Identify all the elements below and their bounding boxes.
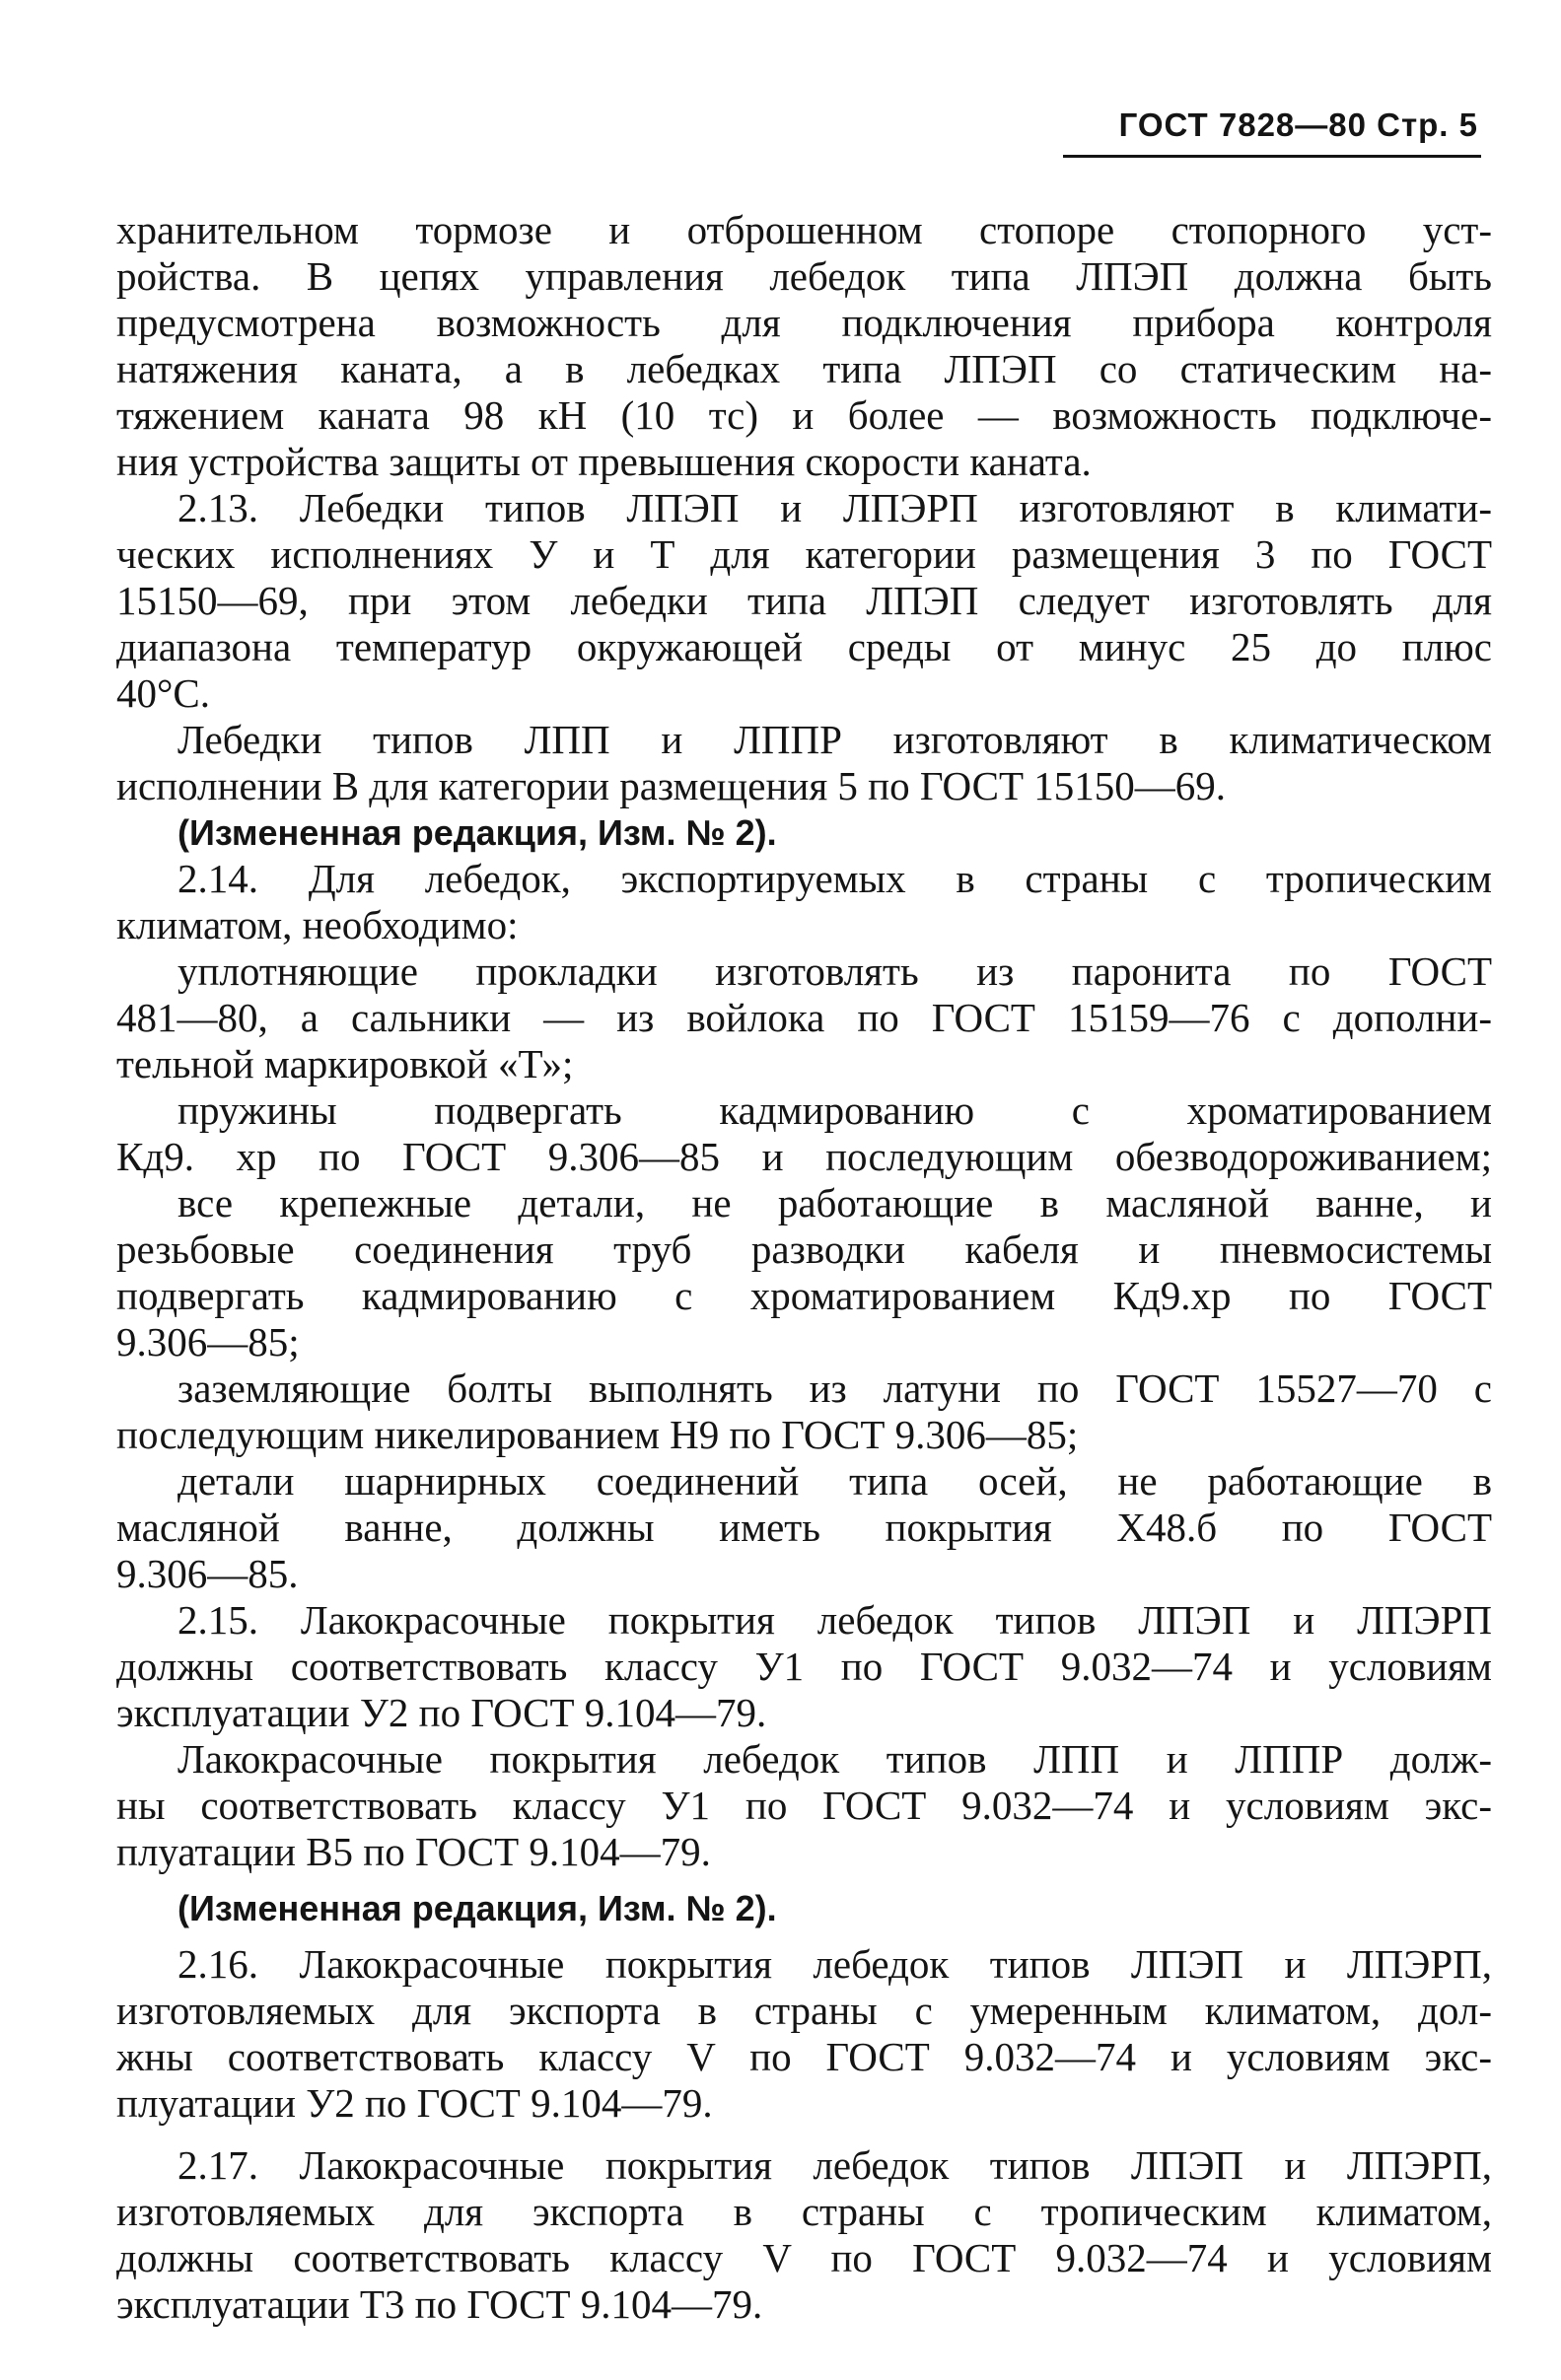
text-line: натяжения каната, а в лебедках типа ЛПЭП со статическим на- [116,346,1492,391]
text-line: 40°С. [116,670,210,716]
text-line: уплотняющие прокладки изготовлять из паронита по ГОСТ [177,948,1492,994]
text-line: тельной маркировкой «Т»; [116,1041,574,1086]
text-line: эксплуатации Т3 по ГОСТ 9.104—79. [116,2281,763,2327]
text-line: заземляющие болты выполнять из латуни по ГОСТ 15527—70 с [177,1365,1492,1411]
text-line: должны соответствовать классу У1 по ГОСТ 9.032—74 и условиям [116,1644,1492,1689]
text-line: изготовляемых для экспорта в страны с тропическим климатом, [116,2189,1492,2234]
document-body [116,207,1492,2328]
text-line: 15150—69, при этом лебедки типа ЛПЭП следует изготовлять для [116,578,1492,623]
text-line: должны соответствовать классу V по ГОСТ 9.032—74 и условиям [116,2235,1492,2280]
text-line: 9.306—85; [116,1319,300,1365]
text-line: эксплуатации У2 по ГОСТ 9.104—79. [116,1690,767,1735]
amendment-note: (Измененная редакция, Изм. № 2). [177,1888,777,1928]
text-line: исполнении В для категории размещения 5 по ГОСТ 15150—69. [116,763,1227,808]
text-line: подвергать кадмированию с хроматированием Кд9.хр по ГОСТ [116,1273,1492,1318]
text-line: все крепежные детали, не работающие в масляной ванне, и [177,1180,1492,1225]
text-line: детали шарнирных соединений типа осей, не работающие в [177,1458,1492,1504]
text-line: хранительном тормозе и отброшенном стопоре стопорного уст- [116,207,1492,252]
clause-2-13-line: 2.13. Лебедки типов ЛПЭП и ЛПЭРП изготовляют в климати- [177,485,1492,530]
text-line: ния устройства защиты от превышения скорости каната. [116,439,1092,484]
text-line: плуатации В5 по ГОСТ 9.104—79. [116,1829,711,1874]
text-line: 481—80, а сальники — из войлока по ГОСТ 15159—76 с дополни- [116,995,1492,1040]
text-line: Кд9. хр по ГОСТ 9.306—85 и последующим обезводороживанием; [116,1134,1492,1179]
text-line: 9.306—85. [116,1551,299,1596]
text-line: жны соответствовать классу V по ГОСТ 9.032—74 и условиям экс- [116,2034,1492,2079]
clause-2-14-line: 2.14. Для лебедок, экспортируемых в страны с тропическим [177,856,1492,901]
text-line: плуатации У2 по ГОСТ 9.104—79. [116,2080,713,2126]
text-line: Лебедки типов ЛПП и ЛППР изготовляют в климатическом [177,717,1492,762]
amendment-note: (Измененная редакция, Изм. № 2). [177,812,777,853]
text-line: тяжением каната 98 кН (10 тс) и более — возможность подключе- [116,392,1492,438]
clause-2-15-line: 2.15. Лакокрасочные покрытия лебедок типов ЛПЭП и ЛПЭРП [177,1597,1492,1643]
text-line: климатом, необходимо: [116,902,519,947]
page-header: ГОСТ 7828—80 Стр. 5 [1118,106,1478,143]
text-line: диапазона температур окружающей среды от минус 25 до плюс [116,624,1492,669]
text-line: предусмотрена возможность для подключения прибора контроля [116,300,1492,345]
text-line: пружины подвергать кадмированию с хроматированием [177,1087,1492,1133]
text-line: Лакокрасочные покрытия лебедок типов ЛПП и ЛППР долж- [177,1736,1492,1782]
text-line: ны соответствовать классу У1 по ГОСТ 9.032—74 и условиям экс- [116,1783,1492,1828]
text-line: изготовляемых для экспорта в страны с умеренным климатом, дол- [116,1988,1492,2033]
header-rule [1063,155,1481,158]
clause-2-16-line: 2.16. Лакокрасочные покрытия лебедок типов ЛПЭП и ЛПЭРП, [177,1941,1492,1987]
text-line: ройства. В цепях управления лебедок типа ЛПЭП должна быть [116,253,1492,299]
text-line: резьбовые соединения труб разводки кабеля и пневмосистемы [116,1226,1492,1272]
text-line: последующим никелированием Н9 по ГОСТ 9.306—85; [116,1412,1079,1457]
text-line: ческих исполнениях У и Т для категории размещения 3 по ГОСТ [116,531,1492,577]
text-line: масляной ванне, должны иметь покрытия Х48.б по ГОСТ [116,1505,1492,1550]
clause-2-17-line: 2.17. Лакокрасочные покрытия лебедок типов ЛПЭП и ЛПЭРП, [177,2142,1492,2188]
